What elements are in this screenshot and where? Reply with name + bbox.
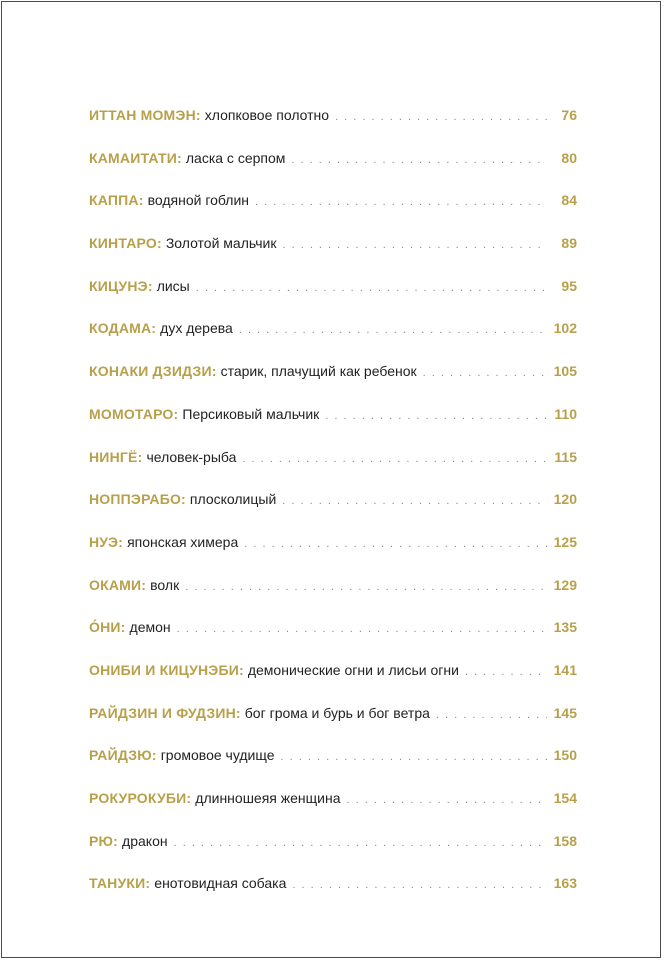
dot-leader [291,145,547,175]
toc-entry-page: 163 [553,875,577,892]
toc-entry-name: РЮ: [89,832,119,849]
toc-entry-name: КИНТАРО: [89,235,162,252]
toc-entry-page: 120 [553,491,577,508]
toc-entry-name: КОДАМА: [89,320,157,337]
toc-entry[interactable] [89,655,577,698]
toc-entry-description: Персиковый мальчик [182,405,320,422]
dot-leader [242,444,547,474]
toc-entry-description: длинношеяя женщина [195,790,341,806]
dot-leader [465,657,547,687]
toc-entry[interactable] [89,570,577,613]
toc-entry[interactable] [89,442,577,485]
toc-entry-page: 76 [561,107,577,123]
toc-entry[interactable] [89,271,577,314]
toc-entry[interactable] [89,100,577,143]
toc-entry-name: РОКУРОКУБИ: [89,790,192,806]
toc-entry[interactable] [89,783,577,826]
toc-entry-page: 125 [553,533,577,550]
toc-entry-name: РАЙДЗЮ: [89,747,157,764]
dot-leader [244,529,547,559]
dot-leader [196,273,547,303]
dot-leader [282,230,547,260]
toc-entry-page: 102 [553,320,577,337]
toc-entry-name: КИЦУНЭ: [89,277,153,294]
dot-leader [177,614,547,644]
toc-entry-description: демон [129,619,171,636]
toc-entry-page: 154 [553,790,577,806]
toc-entry[interactable] [89,313,577,356]
toc-entry-description: лисы [156,277,190,294]
toc-entry-name: КАМАИТАТИ: [89,149,182,166]
table-of-contents [89,100,577,911]
toc-entry-page: 105 [553,363,577,380]
dot-leader [292,870,547,900]
dot-leader [281,742,547,772]
toc-entry-name: РАЙДЗИН И ФУДЗИН: [89,704,241,721]
dot-leader [185,572,547,602]
toc-entry[interactable] [89,868,577,911]
toc-entry-page: 158 [553,832,577,849]
toc-entry-page: 80 [561,149,577,166]
toc-entry-description: дух дерева [160,320,233,337]
dot-leader [436,700,547,730]
dot-leader [423,358,547,388]
toc-entry[interactable] [89,484,577,527]
toc-entry[interactable] [89,826,577,869]
dot-leader [282,486,547,516]
toc-entry-description: человек-рыба [146,448,237,465]
toc-entry[interactable] [89,698,577,741]
toc-entry-description: старик, плачущий как ребенок [220,363,417,380]
toc-entry[interactable] [89,185,577,228]
toc-entry-description: демонические огни и лисьи огни [247,661,459,678]
toc-entry-description: водяной гоблин [147,192,250,209]
page [1,1,661,958]
toc-entry[interactable] [89,228,577,271]
toc-entry-page: 89 [561,235,577,252]
toc-entry-description: громовое чудище [160,747,275,764]
toc-entry[interactable] [89,399,577,442]
toc-entry-page: 84 [561,192,577,209]
toc-entry[interactable] [89,143,577,186]
toc-entry-description: волк [150,576,180,593]
dot-leader [174,828,547,858]
toc-entry-page: 141 [553,661,577,678]
toc-entry-description: Золотой мальчик [165,235,277,252]
toc-entry-name: ОКАМИ: [89,576,147,593]
dot-leader [347,785,548,815]
toc-entry-name: ТАНУКИ: [89,875,151,892]
toc-entry-page: 110 [554,405,577,422]
dot-leader [255,187,547,217]
dot-leader [239,315,547,345]
toc-entry-name: КАППА: [89,192,144,209]
toc-entry-description: ласка с серпом [185,149,286,166]
toc-entry-name: НИНГЁ: [89,448,143,465]
dot-leader [335,102,547,132]
toc-entry-page: 150 [553,747,577,764]
toc-entry[interactable] [89,740,577,783]
toc-entry-description: дракон [122,832,168,849]
toc-entry-page: 115 [554,448,577,465]
toc-entry-name: НОППЭРАБО: [89,491,186,508]
toc-entry-description: плосколицый [189,491,277,508]
dot-leader [325,401,547,431]
toc-entry-name: ОНИБИ И КИЦУНЭБИ: [89,661,244,678]
toc-entry-name: МОМОТАРО: [89,405,179,422]
toc-entry[interactable] [89,612,577,655]
toc-entry-page: 95 [561,277,577,294]
toc-entry-description: енотовидная собака [154,875,287,892]
toc-entry-description: хлопковое полотно [204,107,330,123]
toc-entry-name: ИТТАН МОМЭН: [89,107,201,123]
toc-entry-name: КОНАКИ ДЗИДЗИ: [89,363,217,380]
toc-entry-page: 135 [553,619,577,636]
toc-entry-name: О́НИ: [89,619,126,636]
toc-entry-page: 145 [553,704,577,721]
toc-entry-page: 129 [553,576,577,593]
toc-entry-description: японская химера [127,533,239,550]
toc-entry-name: НУЭ: [89,533,124,550]
toc-entry-description: бог грома и бурь и бог ветра [244,704,430,721]
toc-entry[interactable] [89,527,577,570]
toc-entry[interactable] [89,356,577,399]
